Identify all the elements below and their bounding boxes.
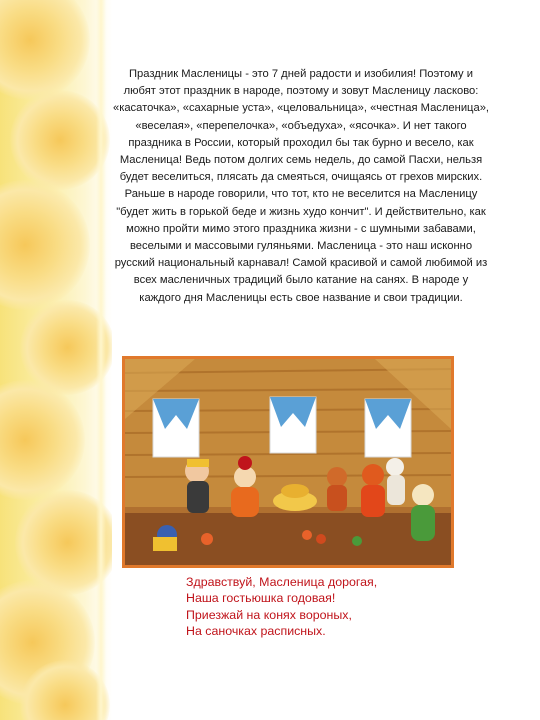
intro-paragraph: Праздник Масленицы - это 7 дней радости и изобилия! Поэтому и любят этот праздник в народе, поэтому и зовут Масленицу ласково: «касаточка», «сахарные уста», «целовальница», «честная Масленица», «веселая», «перепелочка», «объедуха», «ясочка». И нет такого праздника в России, который проходил бы так бурно и весело, как Масленица! Ведь потом долгих семь недель, до самой Пасхи, нельзя будет веселиться, плясать да смеяться, очищаясь от грехов мирских. Раньше в народе говорили, что тот, кто не веселится на Масленицу "будет жить в горькой беде и жизнь худо кончит". И действительно, как можно пройти мимо этого праздника жизни - с шумными забавами, веселыми и массовыми гуляньями. Масленица - это наш исконно русский национальный карнавал! Самой красивой и самой любимой из всех масленичных традиций было катание на санях. В народе у каждого дня Масленицы есть свое название и свои традиции. (112, 68, 490, 304)
plasticine-scene-photo (122, 356, 454, 568)
poem-line: Приезжай на конях вороных, (186, 607, 352, 622)
poem (186, 574, 486, 639)
poem-line: Наша гостьюшка годовая! (186, 591, 336, 606)
poem-line: Здравствуй, Масленица дорогая, (186, 575, 378, 589)
poem-line: На саночках расписных. (186, 623, 326, 638)
photo-illustration (125, 359, 451, 565)
sunflower-border (0, 0, 112, 720)
